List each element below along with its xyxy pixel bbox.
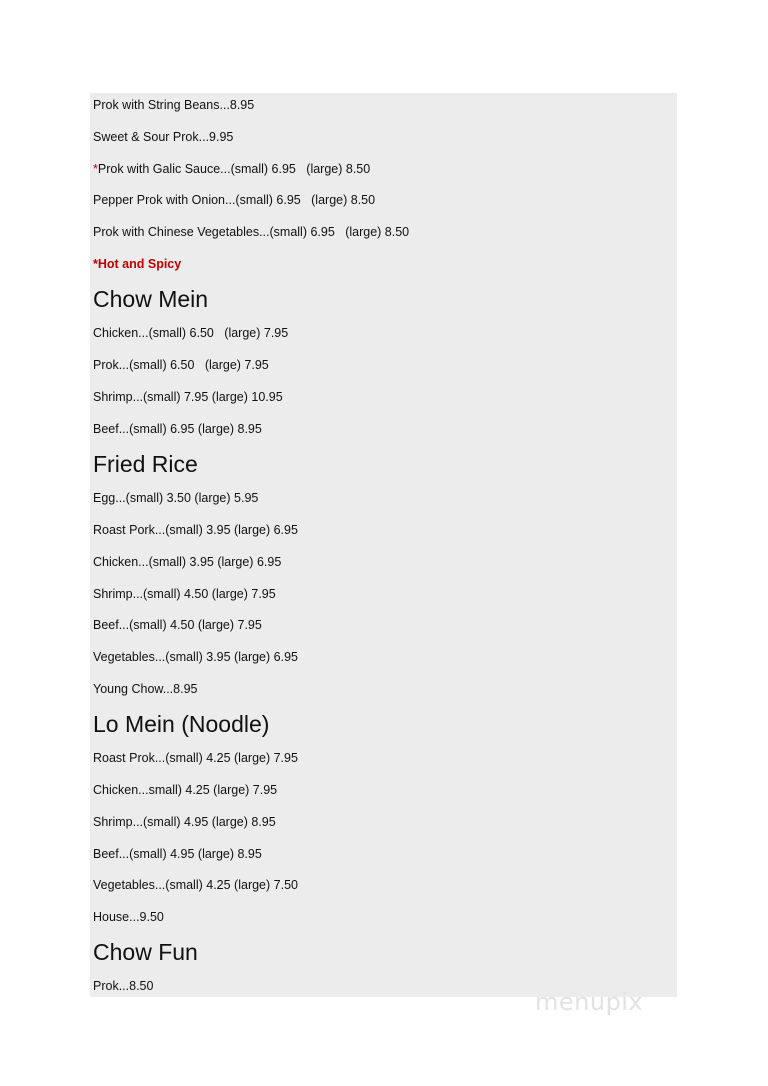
menu-item: Egg...(small) 3.50 (large) 5.95 (93, 491, 259, 505)
menu-item: Roast Prok...(small) 4.25 (large) 7.95 (93, 751, 298, 765)
menu-item: Roast Pork...(small) 3.95 (large) 6.95 (93, 523, 298, 537)
menu-item: Shrimp...(small) 4.50 (large) 7.95 (93, 587, 276, 601)
spicy-marker: * (93, 162, 98, 176)
menupix-watermark: menupix (535, 988, 644, 1016)
menu-item: Vegetables...(small) 4.25 (large) 7.50 (93, 878, 298, 892)
menu-item-spicy (93, 161, 370, 177)
menu-item: Prok...(small) 6.50 (large) 7.95 (93, 358, 269, 372)
menu-item: Beef...(small) 4.95 (large) 8.95 (93, 847, 262, 861)
section-heading-fried-rice: Fried Rice (93, 451, 198, 477)
menu-item: Prok with String Beans...8.95 (93, 98, 255, 112)
menu-item-text: Prok with Galic Sauce...(small) 6.95 (large) 8.50 (97, 162, 371, 176)
menu-item: Young Chow...8.95 (93, 682, 198, 696)
menu-item: Beef...(small) 6.95 (large) 8.95 (93, 422, 262, 436)
menu-item: Sweet & Sour Prok...9.95 (93, 130, 234, 144)
hot-spicy-note: *Hot and Spicy (93, 257, 182, 271)
menu-item: Prok with Chinese Vegetables...(small) 6.95 (large) 8.50 (93, 225, 410, 239)
menu-item: Chicken...(small) 3.95 (large) 6.95 (93, 555, 282, 569)
menu-item: Pepper Prok with Onion...(small) 6.95 (large) 8.50 (93, 193, 376, 207)
menu-item: Beef...(small) 4.50 (large) 7.95 (93, 618, 262, 632)
menu-item: Chicken...(small) 6.50 (large) 7.95 (93, 326, 289, 340)
menu-item: Shrimp...(small) 7.95 (large) 10.95 (93, 390, 283, 404)
menu-item: House...9.50 (93, 910, 164, 924)
menu-item: Chicken...small) 4.25 (large) 7.95 (93, 783, 278, 797)
menu-item: Prok...8.50 (93, 979, 154, 993)
section-heading-chow-mein: Chow Mein (93, 286, 209, 312)
section-heading-chow-fun: Chow Fun (93, 939, 198, 965)
menu-item: Vegetables...(small) 3.95 (large) 6.95 (93, 650, 298, 664)
section-heading-lo-mein: Lo Mein (Noodle) (93, 711, 270, 737)
menu-item: Shrimp...(small) 4.95 (large) 8.95 (93, 815, 276, 829)
